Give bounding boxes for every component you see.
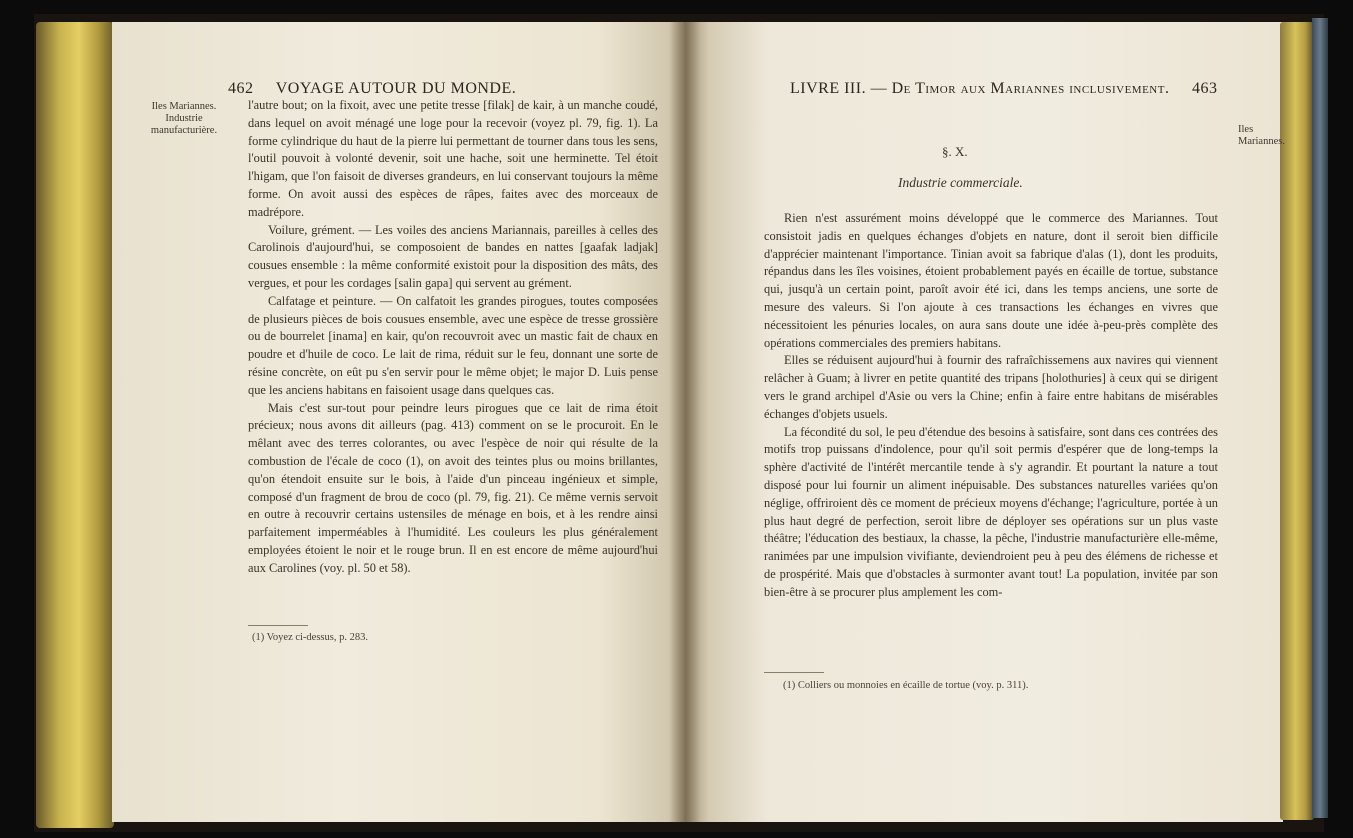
paragraph: La fécondité du sol, le peu d'étendue des besoins à satisfaire, sont dans ces contrées des motifs trop puissans d'indolence, pour qu'il soit permis d'espérer que de long-temps la sphère d'activité de l'intérêt mercantile tende à s'y agrandir. Et pourtant la nature a tout disposé pour lui fournir un aliment inépuisable. Des substances naturelles variées qu'on néglige, offriroient dès ce moment de précieux moyens d'échange; l'agriculture, portée à un plus haut degré de perfection, seroit libre de déployer ses opérations sur un plus vaste théâtre; l'éducation des bestiaux, la chasse, la pêche, l'industrie manufacturière elle-même, ranimées par une impulsion vivifiante, deviendroient peu à peu des élémens de richesse et de prospérité. Mais que d'obstacles à surmonter avant tout! La population, invitée par son bien-être à se procurer plus amplement les com- — [764, 424, 1218, 599]
left-page-edge — [36, 22, 114, 828]
paragraph: Calfatage et peinture. — On calfatoit les grandes pirogues, toutes composées de plusieurs pièces de bois cousues ensemble, avec une espèce de tresse grossière ou de bourrelet [inama] en kair, qu'on recouvroit avec un mastic fait de chaux en poudre et d'huile de coco. Le lait de rima, réduit sur le feu, donnant une sorte de résine concrète, on eût pu s'en servir pour le même objet; le major D. Luis pense que les anciens habitans en faisoient usage dans quelques cas. — [248, 293, 658, 397]
left-page-number: 462 — [228, 80, 254, 97]
paragraph: Mais c'est sur-tout pour peindre leurs pirogues que ce lait de rima étoit précieux; nous avons dit ailleurs (pag. 413) comment on se le procuroit. En le mêlant avec des terres colorantes, ou avec l'espèce de noir qui résulte de la combustion de l'écale de coco (1), on avoit des teintes plus ou moins brillantes, qu'on étendoit ensuite sur le bois, à l'aide d'un pinceau ingénieux et simple, composé d'un fragment de brou de coco (pl. 79, fig. 21). Ce même vernis servoit en outre à recouvrir certains ustensiles de ménage en bois, et à les rendre ainsi parfaitement imperméables à l'humidité. Les couleurs les plus généralement employées étoient le noir et le rouge brun. Il en est encore de même aujourd'hui aux Carolines (voy. pl. 50 et 58). — [248, 400, 658, 575]
right-page-number: 463 — [1191, 80, 1218, 97]
paragraph: Rien n'est assurément moins développé que le commerce des Mariannes. Tout consistoit jadis en quelques échanges d'objets en nature, dont il seroit bien difficile d'apprécier maintenant l'importance. Tinian avoit sa fabrique d'alas (1), dont les produits, répandus dans les îles voisines, étoient probablement payés en écaille de tortue, substance qui, jusqu'à un certain point, paroît avoir été ici, dans les temps anciens, une sorte de mesure des valeurs. Si l'on ajoute à ces transactions les échanges en vivres que nécessitoient les pénuries locales, on aura sans doute une idée à-peu-près complète des opérations commerciales des premiers habitans. — [764, 211, 1218, 350]
marbled-cover — [1312, 18, 1328, 818]
paragraph: Voilure, grément. — Les voiles des anciens Mariannais, pareilles à celles des Carolinois d'aujourd'hui, se composoient de bandes en nattes [gaafak ladjak] cousues ensemble : la même conformité existoit pour la disposition des mâts, des vergues, et pour les cordages [salin gapa] qui servent au grément. — [248, 222, 658, 290]
left-text-column — [248, 97, 658, 578]
paragraph: Elles se réduisent aujourd'hui à fournir des rafraîchissemens aux navires qui viennent relâcher à Guam; à livrer en petite quantité des tripans [holothuries] à ceux qui se dirigent vers le grand archipel d'Asie ou vers la Chine; enfin à faire entre habitans de misérables échanges d'objets usuels. — [764, 353, 1218, 421]
left-margin-notes — [140, 101, 228, 137]
right-footnote: (1) Colliers ou monnoies en écaille de tortue (voy. p. 311). — [783, 680, 1029, 691]
right-footnote-rule — [764, 672, 824, 673]
right-running-head — [790, 80, 1217, 98]
left-running-head — [228, 80, 516, 98]
paragraph: l'autre bout; on la fixoit, avec une petite tresse [filak] de kair, à un manche coudé, dans lequel on avoit ménagé une loge pour la recevoir (voyez pl. 79, fig. 1). La forme cylindrique du haut de la pierre lui permettant de tourner dans tous les sens, l'outil pouvoit à volonté devenir, soit une hache, soit une herminette. Tel étoit l'higam, que l'on faisoit de diverses grandeurs, en lui conservant toujours la même forme. On avoit aussi des espèces de râpes, faites avec des morceaux de madrépore. — [248, 98, 658, 219]
left-footnote: (1) Voyez ci-dessus, p. 283. — [252, 632, 368, 643]
left-footnote-rule — [248, 625, 308, 626]
right-text-column — [764, 210, 1218, 602]
section-title: Industrie commerciale. — [898, 175, 1023, 190]
section-number: §. X. — [942, 144, 968, 159]
right-margin-note: Iles Mariannes. — [1238, 124, 1285, 147]
book-gutter — [670, 22, 700, 822]
left-head-title: VOYAGE AUTOUR DU MONDE. — [275, 80, 517, 97]
right-head-title: LIVRE III. — De Timor aux Mariannes inclusivement. — [790, 80, 1170, 97]
margin-note-topic: Industrie manufacturière. — [150, 113, 218, 136]
margin-note-place: Iles Mariannes. — [151, 101, 217, 112]
